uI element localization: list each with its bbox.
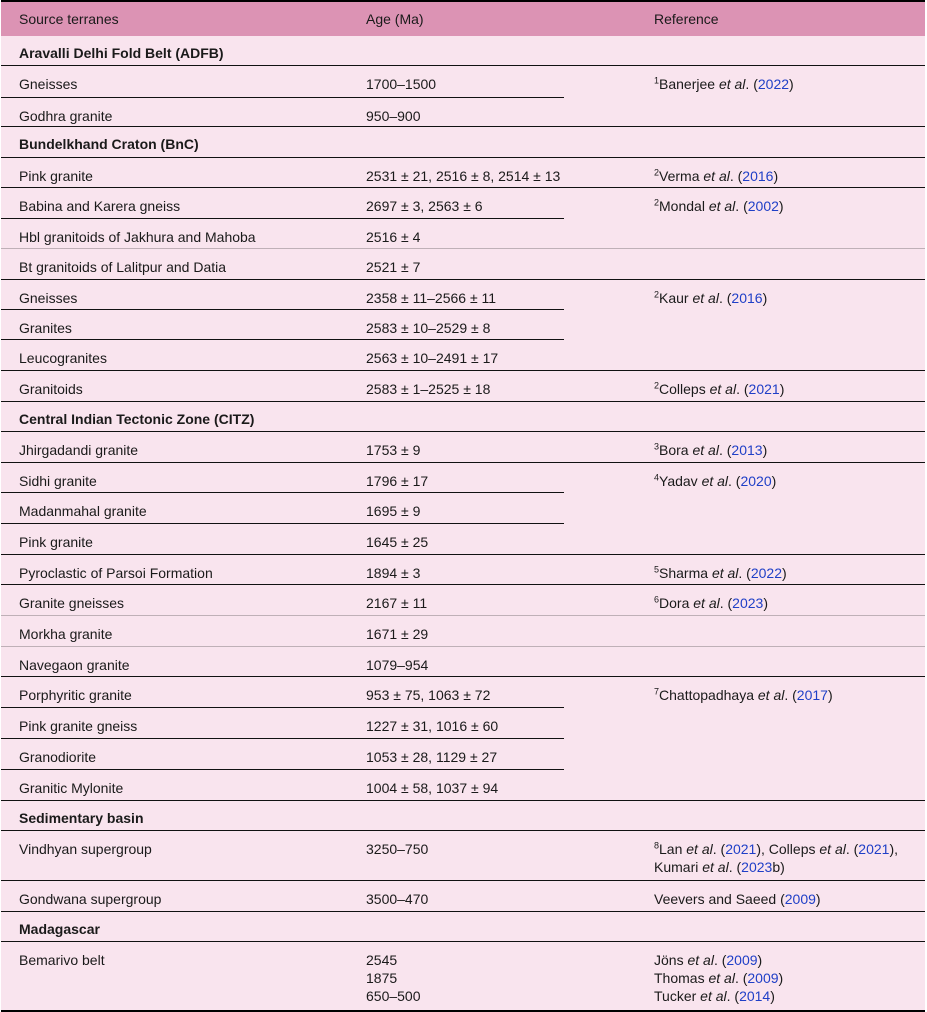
table-row [1, 463, 925, 493]
reference-line: $^7$Chattopadhaya et al. (2017) [654, 686, 833, 703]
reference-year-link[interactable]: 2022 [757, 76, 790, 92]
source-terrane-cell: Madanmahal granite [19, 503, 147, 519]
age-cell: 2563 ± 10–2491 ± 17 [366, 350, 499, 366]
reference-cell [654, 472, 922, 490]
table-row [1, 942, 925, 1010]
source-terrane-cell: Granitic Mylonite [19, 780, 124, 796]
reference-year-link[interactable]: 2016 [731, 290, 763, 306]
reference-line: $^2$Kaur et al. (2016) [654, 289, 768, 306]
age-cell: 1004 ± 58, 1037 ± 94 [366, 780, 499, 796]
reference-line: $^1$Banerjee et al. (2022) [654, 75, 794, 92]
source-terrane-cell: Porphyritic granite [19, 687, 132, 703]
table-row [1, 310, 925, 340]
source-terrane-cell: Granites [19, 320, 72, 336]
reference-line: $^8$Lan et al. (2021), Colleps et al. (2021), [654, 840, 899, 857]
age-cell: 1645 ± 25 [366, 534, 429, 550]
reference-year-link[interactable]: 2023 [732, 595, 764, 611]
section-row [1, 801, 925, 831]
reference-line: Kumari et al. (2023b) [654, 859, 785, 875]
table-row [1, 493, 925, 524]
reference-year-link[interactable]: 2021 [858, 841, 890, 857]
age-cell: 1753 ± 9 [366, 442, 421, 458]
age-cell: 950–900 [366, 108, 421, 124]
reference-cell [654, 686, 922, 704]
source-terrane-cell: Jhirgadandi granite [19, 442, 139, 458]
table-row [1, 280, 925, 310]
reference-year-link[interactable]: 2017 [796, 687, 828, 703]
table-row [1, 219, 925, 249]
reference-cell [654, 564, 922, 582]
source-terrane-cell: Leucogranites [19, 350, 107, 366]
age-cell: 2531 ± 21, 2516 ± 8, 2514 ± 13 [366, 168, 561, 184]
section-row [1, 36, 925, 66]
reference-cell [654, 441, 922, 459]
age-line: 650–500 [366, 988, 421, 1004]
reference-year-link[interactable]: 2021 [725, 841, 757, 857]
age-cell: 1700–1500 [366, 76, 437, 92]
source-terrane-cell: Bt granitoids of Lalitpur and Datia [19, 259, 227, 275]
reference-cell [654, 167, 922, 185]
source-terrane-cell: Granite gneisses [19, 595, 125, 611]
reference-line: $^3$Bora et al. (2013) [654, 441, 768, 458]
age-cell: 2583 ± 10–2529 ± 8 [366, 320, 491, 336]
reference-line: Tucker et al. (2014) [654, 988, 775, 1004]
source-terrane-cell: Navegaon granite [19, 657, 130, 673]
section-row [1, 402, 925, 432]
table-row [1, 616, 925, 647]
age-cell: 2583 ± 1–2525 ± 18 [366, 381, 491, 397]
source-terrane-cell: Pink granite [19, 534, 93, 550]
reference-year-link[interactable]: 2002 [747, 198, 779, 214]
table-row [1, 585, 925, 616]
source-terrane-cell: Godhra granite [19, 108, 113, 124]
table-row [1, 371, 925, 402]
section-row [1, 912, 925, 942]
section-row [1, 127, 925, 158]
age-cell: 1894 ± 3 [366, 565, 421, 581]
reference-cell [654, 890, 922, 908]
source-terrane-cell: Pink granite [19, 168, 93, 184]
table-row [1, 432, 925, 463]
header-reference: Reference [654, 11, 719, 27]
table-row [1, 98, 925, 127]
source-terrane-cell: Vindhyan supergroup [19, 841, 152, 857]
reference-year-link[interactable]: 2009 [726, 952, 758, 968]
source-terrane-cell: Pyroclastic of Parsoi Formation [19, 565, 213, 581]
table-row [1, 881, 925, 912]
reference-line: $^5$Sharma et al. (2022) [654, 564, 787, 581]
reference-line: Jöns et al. (2009) [654, 952, 763, 968]
reference-line: $^2$Verma et al. (2016) [654, 167, 779, 184]
age-cell: 2516 ± 4 [366, 229, 421, 245]
age-cell: 1671 ± 29 [366, 626, 429, 642]
table-row [1, 739, 925, 770]
header-age: Age (Ma) [366, 11, 424, 27]
section-label: Central Indian Tectonic Zone (CITZ) [19, 411, 255, 427]
source-terrane-cell: Bemarivo belt [19, 952, 105, 968]
age-cell: 1796 ± 17 [366, 473, 429, 489]
source-terrane-cell: Gondwana supergroup [19, 891, 162, 907]
table-row [1, 66, 925, 98]
reference-year-link[interactable]: 2009 [747, 970, 779, 986]
table-row [1, 158, 925, 188]
age-line: 2545 [366, 952, 398, 968]
table-row [1, 524, 925, 555]
age-cell: 1695 ± 9 [366, 503, 421, 519]
age-cell: 3250–750 [366, 841, 429, 857]
reference-line: $^2$Colleps et al. (2021) [654, 380, 785, 397]
reference-line: $^4$Yadav et al. (2020) [654, 472, 777, 489]
section-label: Aravalli Delhi Fold Belt (ADFB) [19, 45, 224, 61]
source-terrane-cell: Gneisses [19, 290, 78, 306]
reference-cell [654, 75, 922, 93]
reference-year-link[interactable]: 2014 [739, 988, 771, 1004]
reference-year-link[interactable]: 2020 [740, 473, 772, 489]
reference-year-link[interactable]: 2023 [741, 859, 773, 875]
reference-cell [654, 840, 922, 876]
table-row [1, 249, 925, 280]
reference-line: $^2$Mondal et al. (2002) [654, 197, 784, 214]
reference-year-link[interactable]: 2009 [784, 891, 816, 907]
source-terrane-cell: Pink granite gneiss [19, 718, 138, 734]
reference-line: $^6$Dora et al. (2023) [654, 594, 768, 611]
reference-cell [654, 594, 922, 612]
header-source-terranes: Source terranes [19, 11, 119, 27]
reference-cell [654, 289, 922, 307]
reference-line: Thomas et al. (2009) [654, 970, 784, 986]
reference-line: Veevers and Saeed (2009) [654, 891, 821, 907]
table-header [1, 0, 925, 36]
age-cell: 1079–954 [366, 657, 429, 673]
source-terrane-cell: Granitoids [19, 381, 83, 397]
table-row [1, 188, 925, 219]
table-row [1, 708, 925, 739]
reference-cell [654, 951, 922, 1005]
reference-year-link[interactable]: 2016 [742, 168, 774, 184]
table-row [1, 340, 925, 371]
reference-year-link[interactable]: 2021 [748, 381, 780, 397]
reference-year-link[interactable]: 2013 [731, 442, 763, 458]
age-cell: 2167 ± 11 [366, 595, 428, 611]
source-terrane-cell: Hbl granitoids of Jakhura and Mahoba [19, 229, 256, 245]
source-terrane-cell: Babina and Karera gneiss [19, 198, 181, 214]
age-cell: 1227 ± 31, 1016 ± 60 [366, 718, 499, 734]
section-label: Madagascar [19, 921, 100, 937]
age-line: 1875 [366, 970, 398, 986]
table-row [1, 831, 925, 881]
table-row [1, 555, 925, 585]
table-row [1, 677, 925, 708]
reference-cell [654, 197, 922, 215]
age-cell [366, 951, 421, 1005]
source-terrane-cell: Morkha granite [19, 626, 113, 642]
age-cell: 3500–470 [366, 891, 429, 907]
reference-year-link[interactable]: 2022 [750, 565, 783, 581]
age-cell: 2358 ± 11–2566 ± 11 [366, 290, 497, 306]
age-table [1, 0, 925, 1012]
age-cell: 953 ± 75, 1063 ± 72 [366, 687, 491, 703]
age-cell: 1053 ± 28, 1129 ± 27 [366, 749, 498, 765]
source-terrane-cell: Sidhi granite [19, 473, 97, 489]
table-body [1, 36, 925, 1010]
table-row [1, 647, 925, 677]
age-cell: 2697 ± 3, 2563 ± 6 [366, 198, 483, 214]
section-label: Bundelkhand Craton (BnC) [19, 136, 199, 152]
section-label: Sedimentary basin [19, 810, 144, 826]
table-row [1, 770, 925, 801]
source-terrane-cell: Gneisses [19, 76, 78, 92]
source-terrane-cell: Granodiorite [19, 749, 97, 765]
reference-cell [654, 380, 922, 398]
age-cell: 2521 ± 7 [366, 259, 421, 275]
